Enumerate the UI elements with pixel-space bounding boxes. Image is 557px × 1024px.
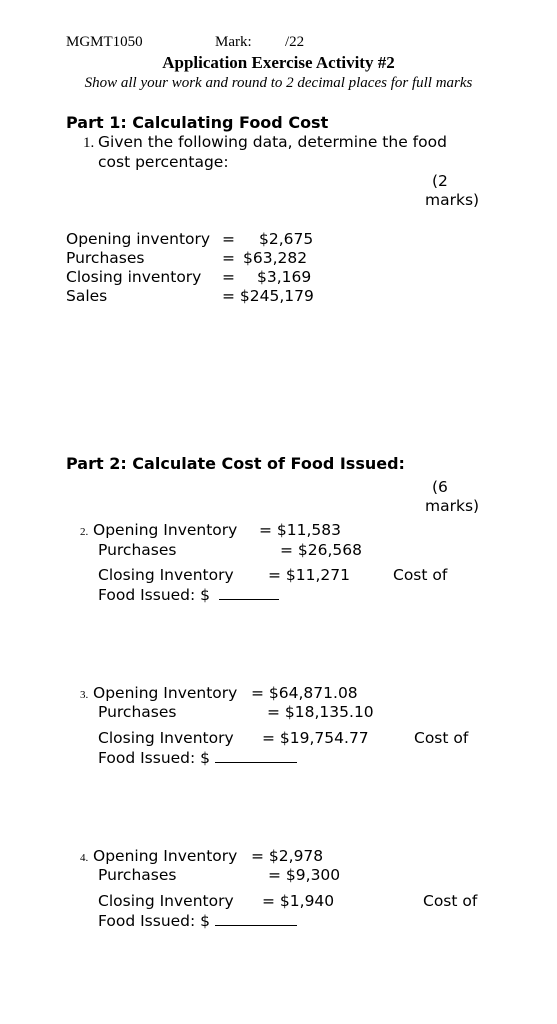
q4-answer-blank[interactable] [215,911,297,926]
q2-answer-blank[interactable] [219,585,279,600]
row-opening-label: Opening inventory [66,230,211,248]
q3-closing-label: Closing Inventory [98,729,234,747]
row-closing-value: $3,169 [257,268,312,286]
q3-closing-value: = $19,754.77 [262,729,369,747]
mark-label: Mark: [215,34,252,50]
q3-opening-label: Opening Inventory [93,684,238,702]
course-code: MGMT1050 [66,34,143,50]
row-opening-value: $2,675 [259,230,314,248]
q3-purchases-value: = $18,135.10 [267,703,374,721]
question-1-text-line2: cost percentage: [98,153,229,171]
row-opening-eq: = [222,230,235,248]
q2-opening-value: = $11,583 [259,521,342,539]
q4-cost-of-label: Cost of [423,892,478,910]
page-title: Application Exercise Activity #2 [162,53,395,72]
q4-opening-label: Opening Inventory [93,847,238,865]
q3-opening-value: = $64,871.08 [251,684,358,702]
q2-opening-label: Opening Inventory [93,521,238,539]
row-purchases-eq: = [222,249,235,267]
part1-heading: Part 1: Calculating Food Cost [66,113,329,132]
question-2-number: 2. [80,526,89,538]
q4-purchases-value: = $9,300 [268,866,341,884]
part1-marks-line1: (2 [432,172,448,190]
q3-food-issued-label: Food Issued: $ [98,749,211,767]
q2-closing-value: = $11,271 [268,566,351,584]
question-1-number: 1. [83,135,95,151]
part2-marks-line2: marks) [425,497,480,515]
mark-total: /22 [285,34,305,50]
question-4-number: 4. [80,852,89,864]
question-1-text-line1: Given the following data, determine the food [98,133,447,151]
row-sales-label: Sales [66,287,108,305]
part2-heading: Part 2: Calculate Cost of Food Issued: [66,454,405,473]
question-3-number: 3. [80,689,89,701]
part2-marks-line1: (6 [432,478,448,496]
q2-purchases-label: Purchases [98,541,177,559]
q4-food-issued-label: Food Issued: $ [98,912,211,930]
q4-closing-value: = $1,940 [262,892,335,910]
row-purchases-label: Purchases [66,249,145,267]
q2-food-issued-label: Food Issued: $ [98,586,211,604]
q2-closing-label: Closing Inventory [98,566,234,584]
row-sales-value: = $245,179 [222,287,314,305]
q3-purchases-label: Purchases [98,703,177,721]
q3-cost-of-label: Cost of [414,729,469,747]
q2-cost-of-label: Cost of [393,566,448,584]
q4-purchases-label: Purchases [98,866,177,884]
q2-purchases-value: = $26,568 [280,541,363,559]
q2-food-issued-line [98,585,279,604]
row-closing-eq: = [222,268,235,286]
q4-closing-label: Closing Inventory [98,892,234,910]
q4-food-issued-line [98,911,297,930]
q3-answer-blank[interactable] [215,748,297,763]
q3-food-issued-line [98,748,297,767]
row-closing-label: Closing inventory [66,268,202,286]
page-subtitle: Show all your work and round to 2 decimal places for full marks [84,75,473,91]
part1-marks-line2: marks) [425,191,480,209]
row-purchases-value: $63,282 [243,249,308,267]
q4-opening-value: = $2,978 [251,847,324,865]
